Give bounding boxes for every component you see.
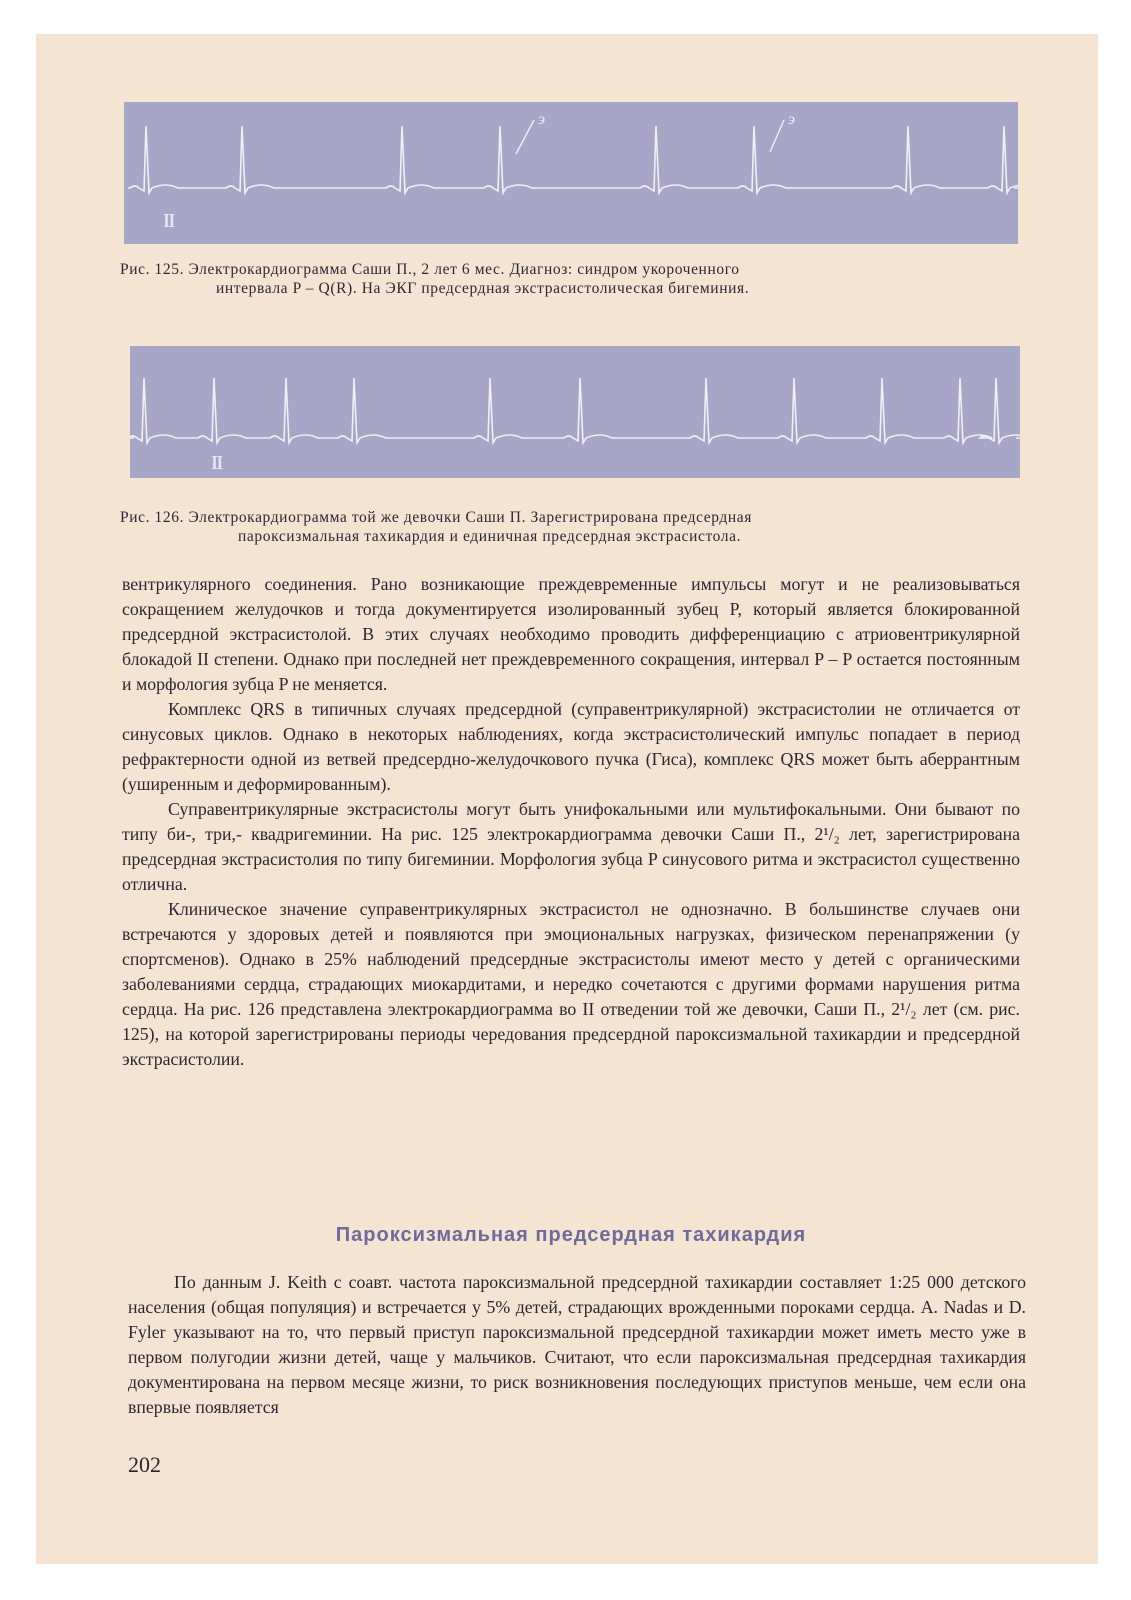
ecg-waveform xyxy=(130,378,1020,443)
paragraph-2: Комплекс QRS в типичных случаях предсердной (суправентрикулярной) экстрасистолии не отличается от синусовых циклов. Однако в некоторых наблюдениях, когда экстрасистолический импульс попадает в период рефрактерности одной из ветвей предсердно-желудочкового пучка (Гиса), комплекс QRS может быть аберрантным (уширенным и деформированным). xyxy=(122,699,1020,794)
annotation-arrow xyxy=(516,120,534,154)
ecg-waveform xyxy=(128,126,1018,193)
page-number: 202 xyxy=(128,1452,161,1477)
caption-fig126-line1: Рис. 126. Электрокардиограмма той же девочки Саши П. Зарегистрирована предсердная xyxy=(120,509,752,526)
lead-label-fig126: II xyxy=(211,452,223,474)
ecg-strip-fig126 xyxy=(130,346,1020,478)
section-paragraph-1: По данным J. Keith с соавт. частота пароксизмальной предсердной тахикардии составляет 1:25 000 детского населения (общая популяция) и встречается у 5% детей, страдающих врожденными пороками сердца. A. Nadas и D. Fyler указывают на то, что первый приступ пароксизмальной предсердной тахикардии может иметь место уже в первом полугодии жизни детей, чаще у мальчиков. Считают, что если пароксизмальная предсердная тахикардия документирована на первом месяце жизни, то риск возникновения последующих приступов меньше, чем если она впервые появляется xyxy=(128,1272,1026,1417)
body-text xyxy=(122,572,1020,1072)
annotation-arrow xyxy=(770,120,784,152)
caption-fig125-line2: интервала P – Q(R). На ЭКГ предсердная экстрасистолическая бигеминия. xyxy=(216,280,750,297)
caption-fig125-line1: Рис. 125. Электрокардиограмма Саши П., 2 лет 6 мес. Диагноз: синдром укороченного xyxy=(120,261,740,278)
paragraph-4: Клиническое значение суправентрикулярных экстрасистол не однозначно. В большинстве случаев они встречаются у здоровых детей и появляются при эмоциональных нагрузках, физическом перенапряжении (у спортсменов). Однако в 25% наблюдений предсердные экстрасистолы имеют место у детей с органическими заболеваниями сердца, страдающих миокардитами, и нередко сочетаются с другими формами нарушения ритма сердца. На рис. 126 представлена электрокардиограмма во II отведении той же девочки, Саши П., 2¹/₂ лет (см. рис. 125), на которой зарегистрированы периоды чередования предсердной пароксизмальной тахикардии и предсердной экстрасистолии. xyxy=(122,899,1020,1069)
caption-fig126 xyxy=(120,508,1024,546)
paragraph-1: вентрикулярного соединения. Рано возникающие преждевременные импульсы могут и не реализовываться сокращением желудочков и тогда документируется изолированный зубец P, который является блокированной предсердной экстрасистолой. В этих случаях необходимо проводить дифференциацию с атриовентрикулярной блокадой II степени. Однако при последней нет преждевременного сокращения, интервал P – P остается постоянным и морфология зубца P не меняется. xyxy=(122,574,1020,694)
annotation-mark: э xyxy=(788,111,796,128)
section-text xyxy=(128,1270,1026,1420)
caption-fig125 xyxy=(120,260,1020,298)
section-heading: Пароксизмальная предсердная тахикардия xyxy=(335,1224,807,1246)
paragraph-3: Суправентрикулярные экстрасистолы могут быть унифокальными или мультифокальными. Они бывают по типу би-, три,- квадригеминии. На рис. 125 электрокардиограмма девочки Саши П., 2¹/₂ лет, зарегистрирована предсердная экстрасистолия по типу бигеминии. Морфология зубца P синусового ритма и экстрасистол существенно отлична. xyxy=(122,799,1020,894)
ecg-trace-fig126 xyxy=(130,346,1020,478)
caption-fig126-line2: пароксизмальная тахикардия и единичная предсердная экстрасистола. xyxy=(238,528,742,545)
ecg-strip-fig125 xyxy=(124,102,1018,244)
ecg-trace-fig125 xyxy=(124,102,1018,244)
book-page xyxy=(36,34,1098,1564)
lead-label-fig125: II xyxy=(163,210,175,232)
annotation-mark: э xyxy=(538,111,546,128)
